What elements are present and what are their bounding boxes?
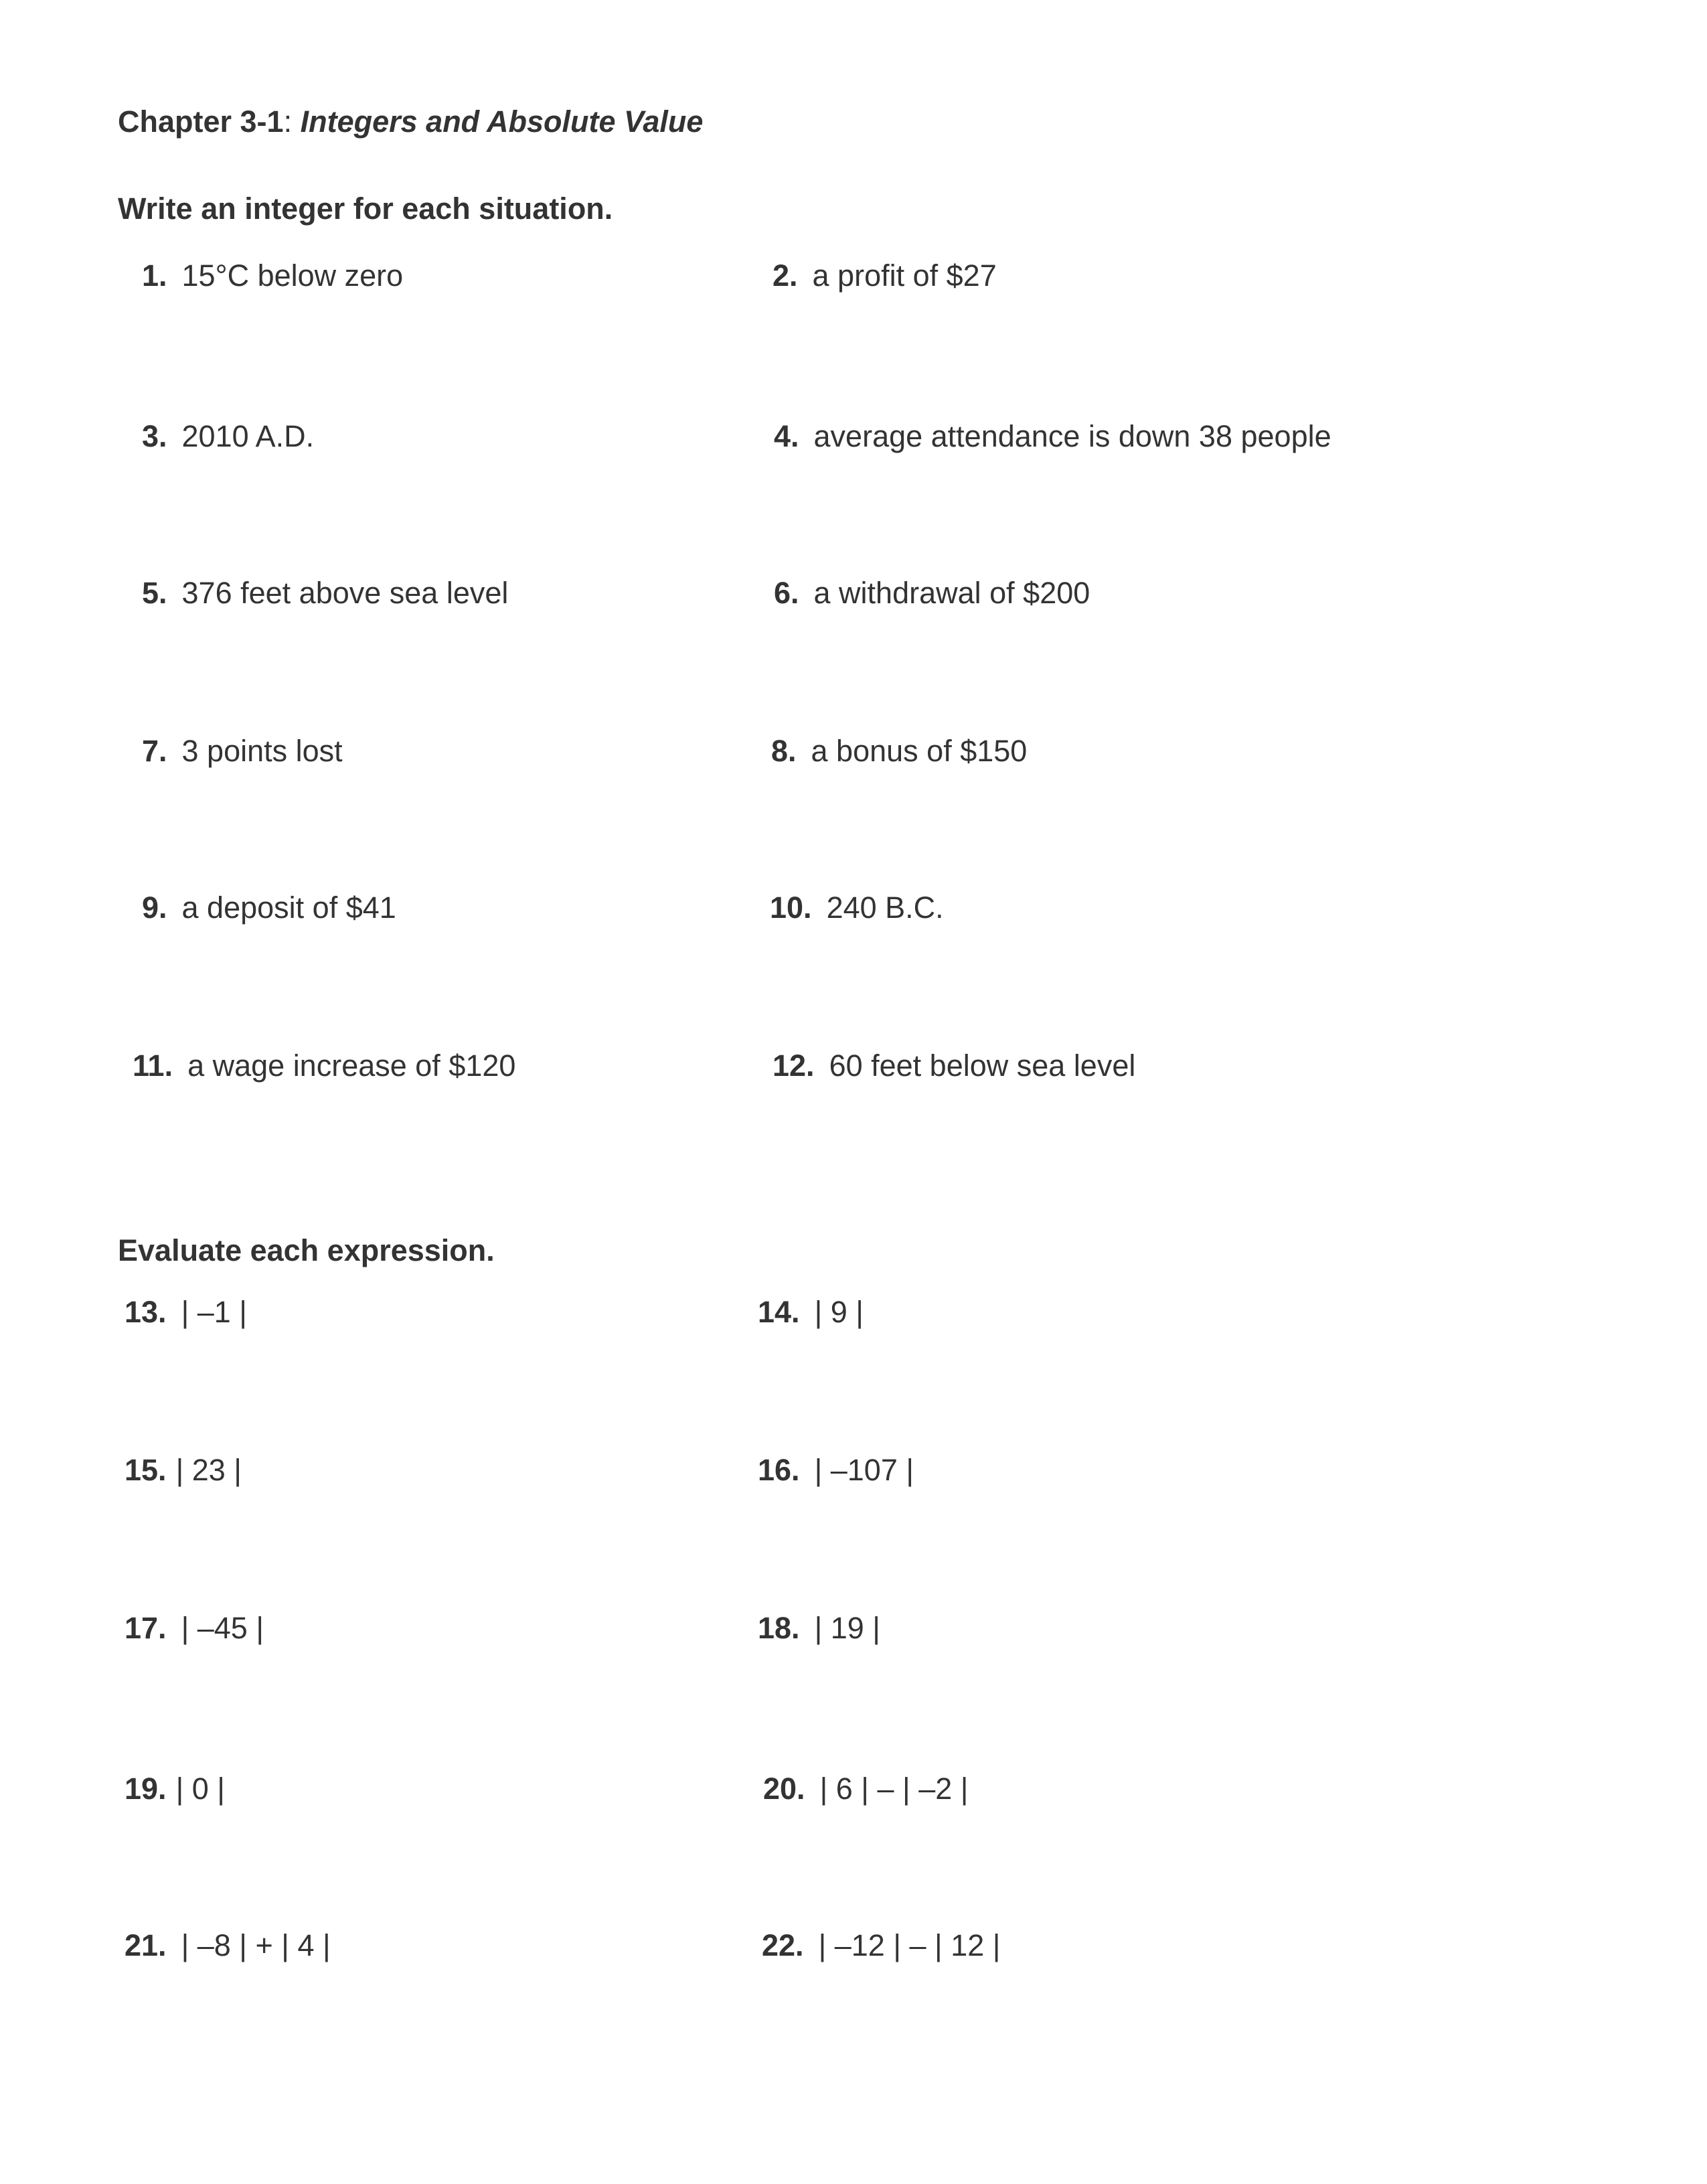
item-number: 14. (758, 1295, 800, 1329)
item-text: | 6 | – | –2 | (819, 1772, 969, 1806)
list-item (771, 731, 1027, 771)
item-text: a profit of $27 (812, 258, 997, 293)
item-text: average attendance is down 38 people (813, 419, 1331, 453)
item-text: | –1 | (181, 1295, 247, 1329)
list-item (142, 573, 508, 613)
item-text: a deposit of $41 (181, 890, 396, 925)
item-text: 2010 A.D. (181, 419, 315, 453)
item-number: 22. (762, 1928, 804, 1962)
item-text: | 19 | (814, 1611, 880, 1645)
item-number: 16. (758, 1453, 800, 1487)
list-item (758, 1608, 880, 1648)
list-item (142, 256, 403, 296)
list-item (142, 888, 396, 928)
item-number: 1. (142, 258, 167, 293)
item-text: a wage increase of $120 (187, 1048, 516, 1083)
list-item (125, 1926, 331, 1966)
item-number: 15. (125, 1453, 167, 1487)
list-item (773, 256, 997, 296)
item-number: 9. (142, 890, 167, 925)
item-number: 21. (125, 1928, 167, 1962)
item-number: 10. (770, 890, 812, 925)
item-text: | –45 | (181, 1611, 264, 1645)
list-item (133, 1046, 515, 1086)
item-number: 18. (758, 1611, 800, 1645)
item-number: 13. (125, 1295, 167, 1329)
item-text: 240 B.C. (826, 890, 944, 925)
item-number: 19. (125, 1772, 167, 1806)
item-text: a withdrawal of $200 (813, 576, 1090, 610)
item-text: | –107 | (814, 1453, 914, 1487)
list-item (142, 416, 314, 457)
page-title (118, 102, 703, 142)
list-item (758, 1450, 914, 1490)
title-separator: : (283, 104, 293, 139)
item-number: 2. (773, 258, 798, 293)
item-number: 17. (125, 1611, 167, 1645)
list-item (125, 1292, 247, 1332)
item-text: | –12 | – | 12 | (818, 1928, 1001, 1962)
chapter-topic: Integers and Absolute Value (300, 104, 704, 139)
list-item (774, 573, 1090, 613)
list-item (758, 1292, 864, 1332)
list-item (774, 416, 1331, 457)
item-text: 3 points lost (181, 734, 343, 768)
list-item (125, 1769, 225, 1809)
list-item (770, 888, 944, 928)
item-text: a bonus of $150 (811, 734, 1028, 768)
item-number: 6. (774, 576, 799, 610)
item-number: 3. (142, 419, 167, 453)
list-item (773, 1046, 1135, 1086)
list-item (763, 1769, 968, 1809)
item-number: 7. (142, 734, 167, 768)
item-number: 12. (773, 1048, 815, 1083)
item-number: 11. (133, 1048, 173, 1083)
item-text: | –8 | + | 4 | (181, 1928, 331, 1962)
item-text: | 23 | (175, 1453, 242, 1487)
list-item (142, 731, 343, 771)
item-text: | 9 | (814, 1295, 864, 1329)
item-number: 8. (771, 734, 797, 768)
item-number: 5. (142, 576, 167, 610)
item-number: 20. (763, 1772, 805, 1806)
item-text: 60 feet below sea level (829, 1048, 1136, 1083)
list-item (125, 1608, 264, 1648)
list-item (762, 1926, 1001, 1966)
section-heading-write-integer: Write an integer for each situation. (118, 191, 613, 226)
section-heading-evaluate: Evaluate each expression. (118, 1233, 495, 1267)
chapter-label: Chapter 3-1 (118, 104, 284, 139)
list-item (125, 1450, 242, 1490)
item-number: 4. (774, 419, 799, 453)
item-text: 15°C below zero (181, 258, 404, 293)
item-text: 376 feet above sea level (181, 576, 509, 610)
item-text: | 0 | (175, 1772, 225, 1806)
